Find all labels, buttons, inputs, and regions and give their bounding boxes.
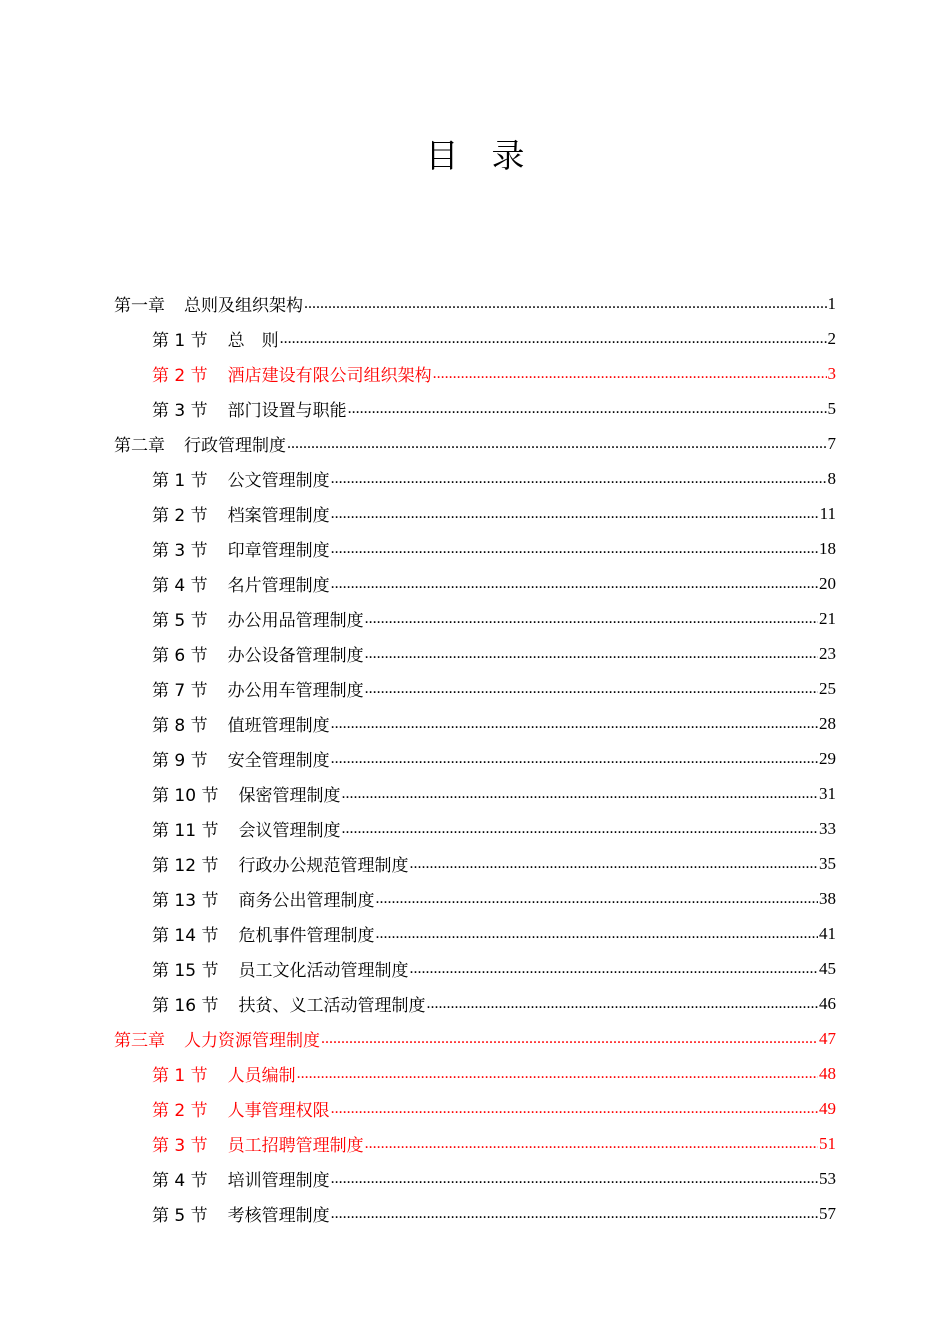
toc-entry-number: 第 8 节 [152, 716, 208, 736]
toc-entry-number: 第 4 节 [152, 576, 208, 596]
toc-entry-page-number: 21 [819, 608, 836, 628]
toc-section-entry[interactable] [152, 496, 836, 531]
toc-entry-number: 第 10 节 [152, 786, 219, 806]
toc-entry-page-number: 33 [819, 818, 836, 838]
toc-entry-page-number: 8 [827, 468, 836, 488]
toc-entry-number: 第 16 节 [152, 996, 219, 1016]
toc-entry-number: 第二章 [114, 436, 165, 456]
toc-entry-page-number: 5 [827, 398, 836, 418]
toc-entry-heading: 危机事件管理制度 [238, 926, 375, 946]
toc-entry-heading: 酒店建设有限公司组织架构 [227, 366, 432, 386]
toc-entry-page-number: 41 [819, 923, 836, 943]
toc-entry-page-number: 18 [819, 538, 836, 558]
toc-section-entry[interactable] [152, 671, 836, 706]
toc-entry-number: 第 3 节 [152, 1136, 208, 1156]
toc-dot-leader [331, 575, 818, 593]
toc-entry-number: 第 2 节 [152, 366, 208, 386]
toc-dot-leader [341, 820, 818, 838]
toc-dot-leader [331, 750, 818, 768]
toc-section-entry[interactable] [152, 531, 836, 566]
toc-entry-heading: 扶贫、义工活动管理制度 [238, 996, 426, 1016]
toc-entry-page-number: 47 [819, 1028, 836, 1048]
toc-dot-leader [365, 1135, 818, 1153]
toc-dot-leader [409, 960, 818, 978]
toc-entry-heading: 办公用品管理制度 [227, 611, 364, 631]
toc-entry-heading: 考核管理制度 [227, 1206, 330, 1226]
toc-dot-leader [331, 470, 827, 488]
toc-section-entry[interactable] [152, 1091, 836, 1126]
toc-entry-heading: 保密管理制度 [238, 786, 341, 806]
toc-entry-heading: 员工招聘管理制度 [227, 1136, 364, 1156]
toc-section-entry[interactable] [152, 986, 836, 1021]
toc-chapter-entry[interactable] [114, 1021, 836, 1056]
toc-dot-leader [331, 505, 819, 523]
toc-entry-page-number: 29 [819, 748, 836, 768]
toc-section-entry[interactable] [152, 636, 836, 671]
toc-entry-page-number: 51 [819, 1133, 836, 1153]
toc-entry-heading: 公文管理制度 [227, 471, 330, 491]
toc-section-entry[interactable] [152, 356, 836, 391]
toc-dot-leader [280, 330, 827, 348]
toc-section-entry[interactable] [152, 811, 836, 846]
toc-section-entry[interactable] [152, 776, 836, 811]
toc-entry-number: 第 1 节 [152, 331, 208, 351]
toc-dot-leader [365, 645, 818, 663]
toc-entry-heading: 人事管理权限 [227, 1101, 330, 1121]
toc-entry-heading: 办公用车管理制度 [227, 681, 364, 701]
toc-entry-heading: 办公设备管理制度 [227, 646, 364, 666]
toc-entry-number: 第 7 节 [152, 681, 208, 701]
toc-entry-page-number: 35 [819, 853, 836, 873]
toc-entry-number: 第 2 节 [152, 506, 208, 526]
toc-entry-number: 第 12 节 [152, 856, 219, 876]
toc-section-entry[interactable] [152, 846, 836, 881]
toc-entry-number: 第三章 [114, 1031, 165, 1051]
toc-chapter-entry[interactable] [114, 286, 836, 321]
toc-entry-heading: 培训管理制度 [227, 1171, 330, 1191]
toc-entry-page-number: 20 [819, 573, 836, 593]
toc-entry-heading: 总 则 [227, 331, 279, 351]
toc-section-entry[interactable] [152, 1196, 836, 1231]
toc-section-entry[interactable] [152, 881, 836, 916]
toc-dot-leader [341, 785, 818, 803]
toc-dot-leader [426, 995, 818, 1013]
toc-entry-heading: 行政管理制度 [184, 436, 286, 456]
toc-dot-leader [331, 715, 818, 733]
toc-entry-number: 第 1 节 [152, 471, 208, 491]
toc-dot-leader [375, 925, 818, 943]
toc-entry-number: 第 3 节 [152, 401, 208, 421]
toc-entry-page-number: 2 [827, 328, 836, 348]
toc-entry-heading: 安全管理制度 [227, 751, 330, 771]
toc-dot-leader [331, 1170, 818, 1188]
toc-entry-page-number: 46 [819, 993, 836, 1013]
toc-dot-leader [304, 295, 827, 313]
toc-entry-heading: 员工文化活动管理制度 [238, 961, 409, 981]
toc-section-entry[interactable] [152, 706, 836, 741]
toc-entry-heading: 人力资源管理制度 [184, 1031, 320, 1051]
toc-entry-heading: 会议管理制度 [238, 821, 341, 841]
toc-entry-heading: 值班管理制度 [227, 716, 330, 736]
toc-entry-page-number: 31 [819, 783, 836, 803]
toc-dot-leader [348, 400, 827, 418]
toc-entry-page-number: 28 [819, 713, 836, 733]
toc-section-entry[interactable] [152, 741, 836, 776]
toc-section-entry[interactable] [152, 1126, 836, 1161]
toc-entry-number: 第 2 节 [152, 1101, 208, 1121]
toc-entry-number: 第 3 节 [152, 541, 208, 561]
toc-entry-number: 第 5 节 [152, 611, 208, 631]
toc-entry-number: 第一章 [114, 296, 165, 316]
toc-entry-number: 第 13 节 [152, 891, 219, 911]
toc-section-entry[interactable] [152, 951, 836, 986]
toc-dot-leader [321, 1030, 818, 1048]
toc-dot-leader [433, 365, 827, 383]
toc-entry-heading: 人员编制 [227, 1066, 296, 1086]
toc-entry-heading: 总则及组织架构 [184, 296, 303, 316]
toc-entry-page-number: 25 [819, 678, 836, 698]
toc-section-entry[interactable] [152, 391, 836, 426]
toc-dot-leader [375, 890, 818, 908]
toc-entry-page-number: 23 [819, 643, 836, 663]
toc-chapter-entry[interactable] [114, 426, 836, 461]
toc-dot-leader [365, 680, 818, 698]
toc-entry-heading: 部门设置与职能 [227, 401, 347, 421]
toc-dot-leader [409, 855, 818, 873]
toc-entry-page-number: 3 [827, 363, 836, 383]
toc-entry-heading: 档案管理制度 [227, 506, 330, 526]
toc-section-entry[interactable] [152, 601, 836, 636]
toc-section-entry[interactable] [152, 461, 836, 496]
toc-section-entry[interactable] [152, 1161, 836, 1196]
toc-entry-page-number: 57 [819, 1203, 836, 1223]
toc-entry-number: 第 9 节 [152, 751, 208, 771]
toc-entry-number: 第 4 节 [152, 1171, 208, 1191]
toc-dot-leader [297, 1065, 818, 1083]
toc-section-entry[interactable] [152, 1056, 836, 1091]
toc-section-entry[interactable] [152, 566, 836, 601]
toc-entry-heading: 行政办公规范管理制度 [238, 856, 409, 876]
toc-dot-leader [365, 610, 818, 628]
toc-entry-page-number: 45 [819, 958, 836, 978]
toc-entry-number: 第 11 节 [152, 821, 219, 841]
toc-section-entry[interactable] [152, 916, 836, 951]
toc-entry-page-number: 38 [819, 888, 836, 908]
toc-entry-heading: 名片管理制度 [227, 576, 330, 596]
toc-entry-number: 第 14 节 [152, 926, 219, 946]
toc-entry-page-number: 7 [827, 433, 836, 453]
toc-entry-number: 第 1 节 [152, 1066, 208, 1086]
toc-entry-page-number: 53 [819, 1168, 836, 1188]
toc-entry-number: 第 6 节 [152, 646, 208, 666]
toc-entry-heading: 商务公出管理制度 [238, 891, 375, 911]
toc-dot-leader [331, 540, 818, 558]
toc-section-entry[interactable] [152, 321, 836, 356]
toc-dot-leader [287, 435, 827, 453]
toc-dot-leader [331, 1100, 818, 1118]
toc-entry-page-number: 11 [819, 503, 836, 523]
page-title: 目 录 [425, 136, 525, 175]
toc-entry-heading: 印章管理制度 [227, 541, 330, 561]
toc-entry-number: 第 15 节 [152, 961, 219, 981]
toc-dot-leader [331, 1205, 818, 1223]
toc-entry-number: 第 5 节 [152, 1206, 208, 1226]
toc-entry-page-number: 1 [827, 293, 836, 313]
toc-entry-page-number: 49 [819, 1098, 836, 1118]
toc-entry-page-number: 48 [819, 1063, 836, 1083]
